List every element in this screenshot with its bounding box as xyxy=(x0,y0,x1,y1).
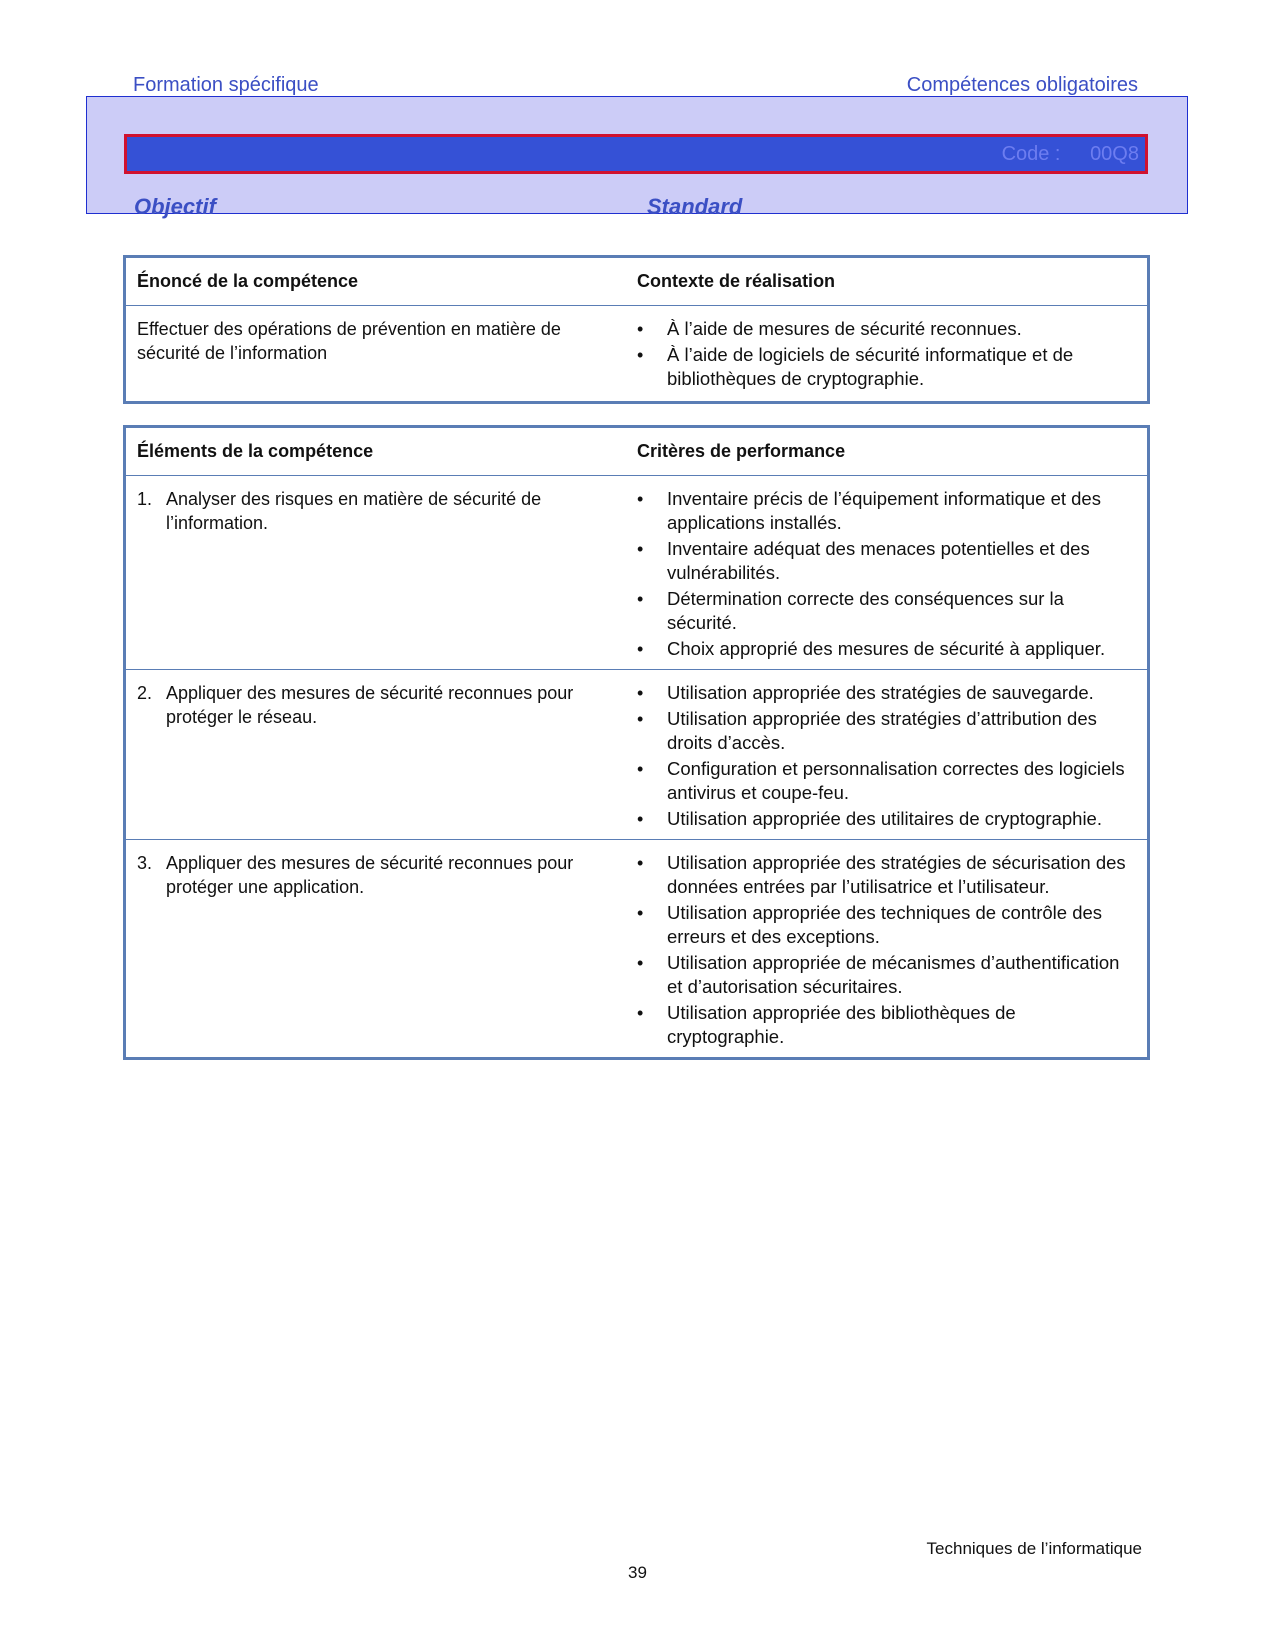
criteria-list xyxy=(637,851,1131,1049)
table-row xyxy=(126,475,1147,669)
table-row xyxy=(126,839,1147,1057)
competence-statement: Effectuer des opérations de prévention en matière de sécurité de l’information xyxy=(137,319,561,363)
code-bar xyxy=(124,134,1148,174)
competence-elements-table xyxy=(123,425,1150,1060)
standard-heading: Standard xyxy=(647,194,743,219)
criteria-list xyxy=(637,487,1131,661)
element-text: Appliquer des mesures de sécurité reconnues pour protéger une application. xyxy=(166,853,574,897)
list-item: • À l’aide de logiciels de sécurité informatique et de bibliothèques de cryptographie. xyxy=(637,343,1131,391)
list-item: • Utilisation appropriée des stratégies d’attribution des droits d’accès. xyxy=(637,707,1131,755)
page-number: 39 xyxy=(628,1563,647,1582)
list-item: • Choix approprié des mesures de sécurité à appliquer. xyxy=(637,637,1131,661)
element-item xyxy=(137,851,597,899)
code-value: 00Q8 xyxy=(1090,143,1139,165)
list-item: • Utilisation appropriée de mécanismes d’authentification et d’autorisation sécuritaires. xyxy=(637,951,1131,999)
element-number: 3. xyxy=(137,853,153,873)
list-item: • Utilisation appropriée des stratégies de sauvegarde. xyxy=(637,681,1131,705)
list-item: • Inventaire précis de l’équipement informatique et des applications installés. xyxy=(637,487,1131,535)
table-header-row xyxy=(126,428,1147,475)
list-item: • Utilisation appropriée des bibliothèques de cryptographie. xyxy=(637,1001,1131,1049)
element-item xyxy=(137,487,617,535)
table-header-row xyxy=(126,258,1147,305)
table-row xyxy=(126,305,1147,401)
objectif-heading: Objectif xyxy=(134,194,216,219)
element-text: Appliquer des mesures de sécurité reconnues pour protéger le réseau. xyxy=(166,683,574,727)
statement-heading: Énoncé de la compétence xyxy=(137,271,359,291)
header-section-title: Formation spécifique xyxy=(133,74,319,96)
element-number: 2. xyxy=(137,683,153,703)
context-heading: Contexte de réalisation xyxy=(637,271,836,291)
header-category-title: Compétences obligatoires xyxy=(906,74,1138,96)
competency-banner xyxy=(86,96,1188,219)
list-item: • Utilisation appropriée des techniques de contrôle des erreurs et des exceptions. xyxy=(637,901,1131,949)
elements-heading: Éléments de la compétence xyxy=(137,441,374,461)
competence-statement-table xyxy=(123,255,1150,404)
criteria-heading: Critères de performance xyxy=(637,441,846,461)
list-item: • À l’aide de mesures de sécurité reconnues. xyxy=(637,317,1131,341)
competency-code xyxy=(1002,143,1139,166)
element-text: Analyser des risques en matière de sécurité de l’information. xyxy=(166,489,542,533)
element-item xyxy=(137,681,597,729)
list-item: • Inventaire adéquat des menaces potentielles et des vulnérabilités. xyxy=(637,537,1131,585)
list-item: • Utilisation appropriée des utilitaires de cryptographie. xyxy=(637,807,1131,831)
code-label: Code : xyxy=(1001,143,1061,165)
list-item: • Détermination correcte des conséquences sur la sécurité. xyxy=(637,587,1131,635)
list-item: • Utilisation appropriée des stratégies de sécurisation des données entrées par l’utilisatrice et l’utilisateur. xyxy=(637,851,1131,899)
context-list xyxy=(637,317,1131,391)
list-item: • Configuration et personnalisation correctes des logiciels antivirus et coupe-feu. xyxy=(637,757,1131,805)
page-header xyxy=(133,74,1138,96)
footer-program-title: Techniques de l’informatique xyxy=(926,1539,1142,1558)
table-row xyxy=(126,669,1147,839)
criteria-list xyxy=(637,681,1131,831)
element-number: 1. xyxy=(137,489,153,509)
